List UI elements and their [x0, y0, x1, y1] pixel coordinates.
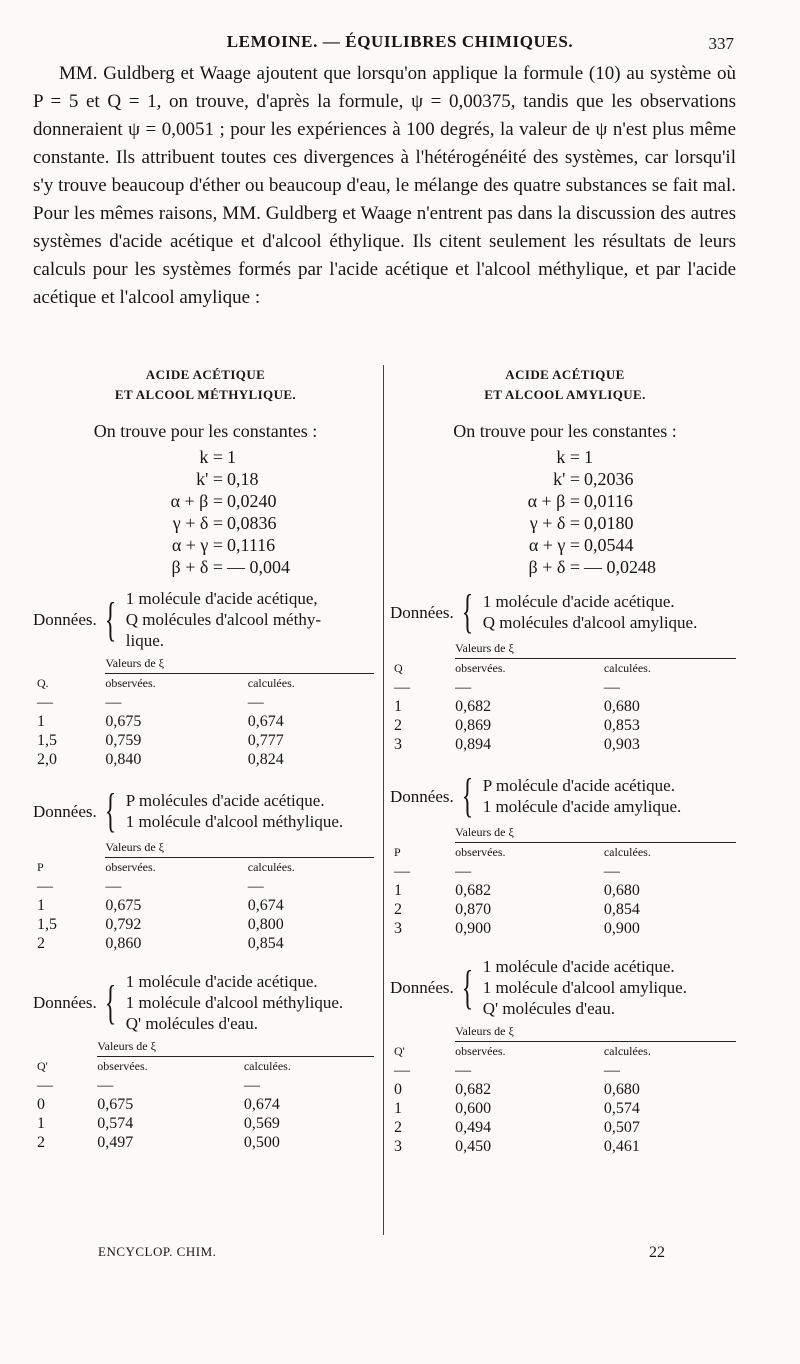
calculated-cell: 0,903: [603, 735, 640, 753]
dash-cell: —: [247, 877, 264, 895]
variable-header: Q.: [37, 676, 49, 690]
empty-cell: [33, 839, 101, 858]
observed-cell: 0,792: [105, 915, 142, 933]
calculated-cell: 0,680: [603, 697, 640, 715]
constant-value: 1: [584, 447, 593, 467]
brace-glyph: {: [461, 769, 474, 822]
constant-value: 0,0116: [584, 491, 633, 511]
donnees-lines: [483, 956, 740, 1019]
donnees-block: [390, 769, 740, 822]
table-row: [390, 735, 740, 754]
footer-signature: ENCYCLOP. CHIM.: [98, 1244, 217, 1259]
variable-cell: 3: [394, 1137, 402, 1155]
calculated-header: calculées.: [603, 845, 651, 859]
constant-row: [390, 468, 740, 490]
constant-value: 1: [227, 447, 236, 467]
values-table: [390, 1023, 740, 1156]
donnees-lines: [483, 775, 740, 817]
dash-cell: —: [455, 678, 472, 696]
donnees-line: 1 molécule d'acide acétique.: [482, 592, 675, 611]
donnees-line: 1 molécule d'alcool amylique.: [482, 978, 687, 997]
brace-glyph: {: [104, 975, 117, 1029]
variable-header: Q': [394, 1044, 405, 1058]
dash-cell: —: [394, 1061, 410, 1079]
dash-row: [390, 678, 740, 697]
constant-value: 0,2036: [584, 469, 634, 489]
brace-glyph: {: [461, 960, 474, 1014]
donnees-line: 1 molécule d'alcool méthylique.: [125, 993, 344, 1012]
running-header: [0, 32, 800, 56]
constant-lhs: γ + δ =: [529, 513, 580, 533]
values-header-row: [33, 1038, 378, 1057]
donnees-lines: [126, 971, 378, 1034]
brace-glyph: {: [461, 585, 474, 638]
column-header-row: [390, 1042, 740, 1061]
observed-cell: 0,682: [455, 881, 492, 899]
observed-header: observées.: [105, 676, 156, 690]
values-header-label: Valeurs de ξ: [105, 840, 374, 858]
values-header-row: [390, 824, 740, 843]
dash-cell: —: [603, 862, 620, 880]
constant-lhs: β + δ =: [171, 557, 223, 577]
donnees-label: Données.: [33, 993, 97, 1012]
constant-value: — 0,004: [227, 557, 290, 577]
table-row: [33, 750, 378, 769]
calculated-cell: 0,777: [247, 731, 284, 749]
values-header-row: [390, 1023, 740, 1042]
table-row: [33, 1095, 378, 1114]
observed-cell: 0,682: [455, 697, 492, 715]
calculated-cell: 0,824: [247, 750, 284, 768]
constants-list: [33, 446, 378, 578]
observed-cell: 0,675: [105, 712, 142, 730]
constant-lhs: k' =: [553, 469, 580, 489]
values-header: [451, 824, 740, 843]
values-header-label: Valeurs de ξ: [455, 641, 736, 659]
constants-intro: On trouve pour les constantes :: [453, 421, 677, 441]
values-header: [93, 1038, 378, 1057]
donnees-label: Données.: [33, 610, 97, 629]
observed-cell: 0,450: [455, 1137, 492, 1155]
table-row: [33, 1133, 378, 1152]
observed-cell: 0,497: [97, 1133, 134, 1151]
variable-cell: 1: [37, 896, 45, 914]
constant-row: [33, 512, 378, 534]
donnees-block: [390, 585, 740, 638]
table-row: [33, 915, 378, 934]
observed-header: observées.: [105, 860, 156, 874]
constant-row: [390, 556, 740, 578]
dash-cell: —: [394, 862, 410, 880]
variable-cell: 2: [394, 900, 402, 918]
table-row: [33, 934, 378, 953]
observed-cell: 0,900: [455, 919, 492, 937]
values-header: [101, 655, 378, 674]
calculated-cell: 0,854: [603, 900, 640, 918]
calculated-cell: 0,574: [603, 1099, 640, 1117]
calculated-cell: 0,461: [603, 1137, 640, 1155]
constant-value: 0,0240: [227, 491, 277, 511]
section-title-line-1: ACIDE ACÉTIQUE: [145, 367, 266, 382]
donnees-line: 1 molécule d'acide acétique.: [125, 972, 318, 991]
column-header-row: [390, 843, 740, 862]
constants-intro: On trouve pour les constantes :: [93, 421, 318, 441]
constant-row: [33, 534, 378, 556]
table-row: [390, 1080, 740, 1099]
page-number: 337: [708, 34, 734, 53]
calculated-cell: 0,674: [247, 712, 284, 730]
calculated-cell: 0,507: [603, 1118, 640, 1136]
constant-value: 0,1116: [227, 535, 276, 555]
constant-row: [33, 556, 378, 578]
variable-cell: 1: [394, 881, 402, 899]
column-header-row: [390, 659, 740, 678]
calculated-cell: 0,800: [247, 915, 284, 933]
dash-cell: —: [247, 693, 264, 711]
table-row: [390, 919, 740, 938]
brace-glyph: {: [104, 592, 117, 646]
donnees-line: P molécule d'acide acétique.: [482, 776, 675, 795]
constant-lhs: α + β =: [170, 491, 223, 511]
donnees-line: Q molécules d'alcool amylique.: [482, 613, 698, 632]
donnees-lines: [126, 790, 378, 832]
variable-cell: 3: [394, 735, 402, 753]
donnees-line: Q molécules d'alcool méthy-: [125, 610, 321, 629]
left-column: [33, 365, 378, 1152]
observed-cell: 0,574: [97, 1114, 134, 1132]
donnees-line: lique.: [125, 631, 165, 650]
constant-row: [33, 468, 378, 490]
constant-lhs: k =: [556, 447, 580, 467]
section-title-line-1: ACIDE ACÉTIQUE: [505, 367, 625, 382]
constants-list: [390, 446, 740, 578]
calculated-header: calculées.: [247, 860, 295, 874]
variable-cell: 1: [37, 712, 45, 730]
donnees-block: [33, 971, 378, 1034]
brace-glyph: {: [104, 784, 117, 837]
variable-cell: 1,5: [37, 915, 57, 933]
values-header-label: Valeurs de ξ: [455, 1024, 736, 1042]
constant-row: [33, 490, 378, 512]
table-row: [390, 697, 740, 716]
values-header: [451, 640, 740, 659]
observed-cell: 0,675: [97, 1095, 134, 1113]
dash-cell: —: [455, 1061, 472, 1079]
column-header-row: [33, 1057, 378, 1076]
observed-cell: 0,860: [105, 934, 142, 952]
dash-row: [33, 693, 378, 712]
table-row: [33, 712, 378, 731]
calculated-header: calculées.: [603, 661, 651, 675]
dash-cell: —: [394, 678, 410, 696]
observed-header: observées.: [455, 845, 506, 859]
dash-cell: —: [243, 1076, 260, 1094]
variable-cell: 2: [394, 1118, 402, 1136]
variable-cell: 2,0: [37, 750, 57, 768]
values-table: [390, 640, 740, 754]
constant-value: 0,0180: [584, 513, 634, 533]
dash-cell: —: [603, 678, 620, 696]
dash-cell: —: [37, 693, 53, 711]
table-row: [390, 1137, 740, 1156]
donnees-lines: [126, 588, 378, 651]
observed-header: observées.: [97, 1059, 148, 1073]
dash-row: [390, 862, 740, 881]
constant-lhs: α + γ =: [171, 535, 223, 555]
donnees-block: [33, 784, 378, 837]
section-title-line-2: ET ALCOOL AMYLIQUE.: [484, 387, 646, 402]
section-title-line-2: ET ALCOOL MÉTHYLIQUE.: [114, 387, 297, 402]
calculated-cell: 0,680: [603, 1080, 640, 1098]
donnees-line: P molécules d'acide acétique.: [125, 791, 325, 810]
donnees-label: Données.: [390, 786, 454, 806]
table-row: [390, 1118, 740, 1137]
values-header-label: Valeurs de ξ: [455, 825, 736, 843]
empty-cell: [33, 655, 101, 674]
values-table: [33, 655, 378, 769]
dash-cell: —: [37, 1076, 53, 1094]
values-header: [451, 1023, 740, 1042]
variable-cell: 1: [394, 1099, 402, 1117]
donnees-line: Q' molécules d'eau.: [125, 1014, 258, 1033]
values-table: [33, 1038, 378, 1152]
right-column: [390, 365, 740, 1156]
observed-cell: 0,894: [455, 735, 492, 753]
constant-value: 0,0544: [584, 535, 634, 555]
calculated-header: calculées.: [243, 1059, 291, 1073]
values-header-row: [390, 640, 740, 659]
footer-sheet-number: 22: [649, 1244, 665, 1261]
column-header-row: [33, 674, 378, 693]
observed-cell: 0,870: [455, 900, 492, 918]
constant-lhs: k' =: [196, 469, 223, 489]
table-row: [390, 1099, 740, 1118]
variable-cell: 3: [394, 919, 402, 937]
donnees-label: Données.: [33, 801, 97, 821]
calculated-header: calculées.: [247, 676, 295, 690]
dash-cell: —: [603, 1061, 620, 1079]
values-header-label: Valeurs de ξ: [105, 656, 374, 674]
donnees-label: Données.: [390, 978, 454, 997]
calculated-cell: 0,854: [247, 934, 284, 952]
donnees-label: Données.: [390, 602, 454, 622]
donnees-lines: [483, 591, 740, 633]
constant-row: [390, 490, 740, 512]
dash-cell: —: [105, 877, 122, 895]
values-header: [101, 839, 378, 858]
intro-paragraph: [33, 60, 736, 312]
dash-cell: —: [455, 862, 472, 880]
variable-header: P: [37, 860, 44, 874]
observed-cell: 0,494: [455, 1118, 492, 1136]
constant-value: 0,18: [227, 469, 259, 489]
donnees-line: Q' molécules d'eau.: [482, 999, 615, 1018]
constant-value: 0,0836: [227, 513, 277, 533]
empty-cell: [390, 640, 451, 659]
constant-row: [390, 534, 740, 556]
variable-cell: 0: [37, 1095, 45, 1113]
donnees-line: 1 molécule d'acide acétique.: [482, 957, 675, 976]
constant-row: [390, 446, 740, 468]
calculated-cell: 0,674: [247, 896, 284, 914]
variable-cell: 2: [37, 934, 45, 952]
variable-cell: 0: [394, 1080, 402, 1098]
calculated-cell: 0,853: [603, 716, 640, 734]
calculated-cell: 0,680: [603, 881, 640, 899]
dash-row: [33, 877, 378, 896]
observed-cell: 0,600: [455, 1099, 492, 1117]
calculated-cell: 0,500: [243, 1133, 280, 1151]
table-row: [33, 1114, 378, 1133]
constant-value: — 0,0248: [584, 557, 656, 577]
table-row: [33, 731, 378, 750]
constant-lhs: β + δ =: [528, 557, 580, 577]
dash-cell: —: [97, 1076, 114, 1094]
dash-cell: —: [105, 693, 122, 711]
observed-cell: 0,675: [105, 896, 142, 914]
constant-row: [390, 512, 740, 534]
dash-row: [33, 1076, 378, 1095]
donnees-block: [390, 956, 740, 1019]
constant-lhs: γ + δ =: [172, 513, 223, 533]
table-row: [390, 881, 740, 900]
variable-cell: 2: [394, 716, 402, 734]
calculated-header: calculées.: [603, 1044, 651, 1058]
observed-header: observées.: [455, 1044, 506, 1058]
donnees-line: 1 molécule d'acide amylique.: [482, 797, 682, 816]
values-header-label: Valeurs de ξ: [97, 1039, 374, 1057]
empty-cell: [33, 1038, 93, 1057]
dash-row: [390, 1061, 740, 1080]
intro-text: MM. Guldberg et Waage ajoutent que lorsqu'on applique la formule (10) au système où P = 5 et Q = 1, on trouve, d'après la formule, ψ = 0,00375, tandis que les observations donneraient ψ = 0,0051 ; pour les expériences à 100 degrés, la valeur de ψ n'est plus même constante. Ils attribuent toutes ces divergences à l'hétérogénéité des systèmes, car lorsqu'il s'y trouve beaucoup d'éther ou beaucoup d'eau, le mélange des quatre substances se fait mal. Pour les mêmes raisons, MM. Guldberg et Waage n'entrent pas dans la discussion des autres systèmes d'acide acétique et d'alcool éthylique. Ils citent seulement les résultats de leurs calculs pour les systèmes formés par l'acide acétique et l'alcool méthylique, et par l'acide acétique et l'alcool amylique :: [33, 63, 736, 308]
values-table: [33, 839, 378, 953]
constant-lhs: α + γ =: [528, 535, 580, 555]
values-table: [390, 824, 740, 938]
dash-cell: —: [37, 877, 53, 895]
column-divider: [383, 365, 384, 1235]
values-header-row: [33, 655, 378, 674]
calculated-cell: 0,569: [243, 1114, 280, 1132]
values-header-row: [33, 839, 378, 858]
donnees-line: 1 molécule d'alcool méthylique.: [125, 812, 344, 831]
variable-cell: 1: [37, 1114, 45, 1132]
observed-cell: 0,869: [455, 716, 492, 734]
empty-cell: [390, 1023, 451, 1042]
table-row: [390, 900, 740, 919]
calculated-cell: 0,900: [603, 919, 640, 937]
table-row: [390, 716, 740, 735]
calculated-cell: 0,674: [243, 1095, 280, 1113]
column-header-row: [33, 858, 378, 877]
observed-header: observées.: [455, 661, 506, 675]
constant-lhs: α + β =: [527, 491, 580, 511]
variable-cell: 1,5: [37, 731, 57, 749]
variable-header: Q': [37, 1059, 48, 1073]
running-title: LEMOINE. — ÉQUILIBRES CHIMIQUES.: [226, 32, 574, 51]
variable-header: Q: [394, 661, 403, 675]
donnees-line: 1 molécule d'acide acétique,: [125, 589, 318, 608]
variable-cell: 2: [37, 1133, 45, 1151]
variable-cell: 1: [394, 697, 402, 715]
observed-cell: 0,759: [105, 731, 142, 749]
empty-cell: [390, 824, 451, 843]
constant-lhs: k =: [199, 447, 223, 467]
observed-cell: 0,682: [455, 1080, 492, 1098]
table-row: [33, 896, 378, 915]
variable-header: P: [394, 845, 401, 859]
donnees-block: [33, 588, 378, 651]
constant-row: [33, 446, 378, 468]
observed-cell: 0,840: [105, 750, 142, 768]
